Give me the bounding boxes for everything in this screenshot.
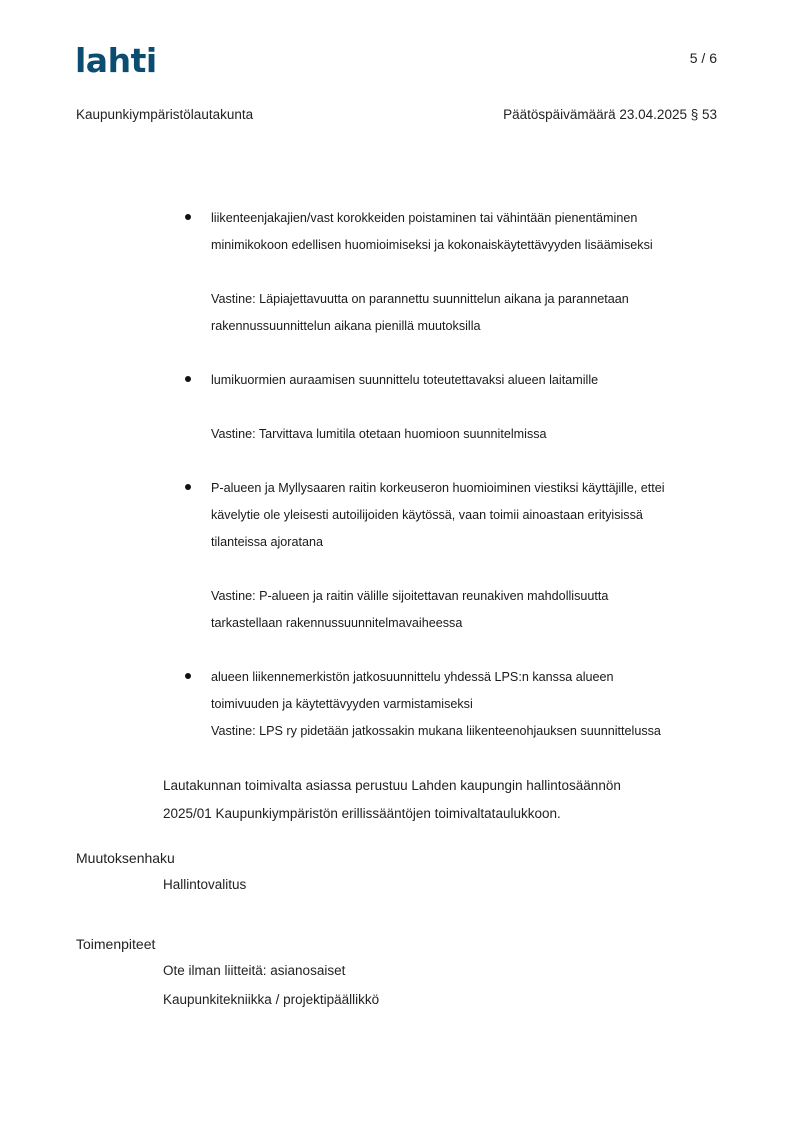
bullet-icon xyxy=(185,376,191,382)
bullet-icon xyxy=(185,214,191,220)
item-text-line: tilanteissa ajoratana xyxy=(211,535,324,549)
bullet-icon xyxy=(185,673,191,679)
appeal-title: Muutoksenhaku xyxy=(76,850,175,866)
response-line: Vastine: Tarvittava lumitila otetaan huomioon suunnitelmissa xyxy=(211,427,547,441)
authority-line: 2025/01 Kaupunkiympäristön erillissääntöjen toimivaltataulukkoon. xyxy=(163,806,561,821)
organization-name: Kaupunkiympäristölautakunta xyxy=(76,107,254,122)
response-line: Vastine: P-alueen ja raitin välille sijoitettavan reunakiven mahdollisuutta xyxy=(211,589,609,603)
authority-paragraph xyxy=(163,772,723,828)
item-text-line: liikenteenjakajien/vast korokkeiden poistaminen tai vähintään pienentäminen xyxy=(211,211,638,225)
bullet-icon xyxy=(185,484,191,490)
item-text-line: alueen liikennemerkistön jatkosuunnittelu yhdessä LPS:n kanssa alueen xyxy=(211,670,614,684)
action-item: Kaupunkitekniikka / projektipäällikkö xyxy=(163,992,380,1007)
list-item xyxy=(185,367,720,394)
appeal-value: Hallintovalitus xyxy=(163,877,247,892)
response xyxy=(185,421,720,448)
response-line: Vastine: Läpiajettavuutta on parannettu suunnittelun aikana ja parannetaan xyxy=(211,292,629,306)
item-text-line: lumikuormien auraamisen suunnittelu toteutettavaksi alueen laitamille xyxy=(211,373,599,387)
list-item xyxy=(185,475,720,556)
response xyxy=(185,718,720,745)
response-line: rakennussuunnittelun aikana pienillä muutoksilla xyxy=(211,319,481,333)
item-text-line: P-alueen ja Myllysaaren raitin korkeuseron huomioiminen viestiksi käyttäjille, ettei xyxy=(211,481,665,495)
item-text-line: kävelytie ole yleisesti autoilijoiden käytössä, vaan toimii ainoastaan erityisissä xyxy=(211,508,643,522)
page-number: 5 / 6 xyxy=(689,50,717,66)
comments-list xyxy=(185,205,720,745)
actions-title: Toimenpiteet xyxy=(76,936,156,952)
response-line: Vastine: LPS ry pidetään jatkossakin mukana liikenteenohjauksen suunnittelussa xyxy=(211,724,661,738)
authority-line: Lautakunnan toimivalta asiassa perustuu Lahden kaupungin hallintosäännön xyxy=(163,778,621,793)
response xyxy=(185,583,720,637)
item-text-line: toimivuuden ja käytettävyyden varmistamiseksi xyxy=(211,697,473,711)
item-text-line: minimikokoon edellisen huomioimiseksi ja kokonaiskäytettävyyden lisäämiseksi xyxy=(211,238,653,252)
list-item xyxy=(185,664,720,718)
response-line: tarkastellaan rakennussuunnitelmavaiheessa xyxy=(211,616,463,630)
response xyxy=(185,286,720,340)
lahti-logo: lahti xyxy=(75,41,157,80)
action-item: Ote ilman liitteitä: asianosaiset xyxy=(163,963,346,978)
list-item xyxy=(185,205,720,259)
decision-date: Päätöspäivämäärä 23.04.2025 § 53 xyxy=(503,107,717,122)
